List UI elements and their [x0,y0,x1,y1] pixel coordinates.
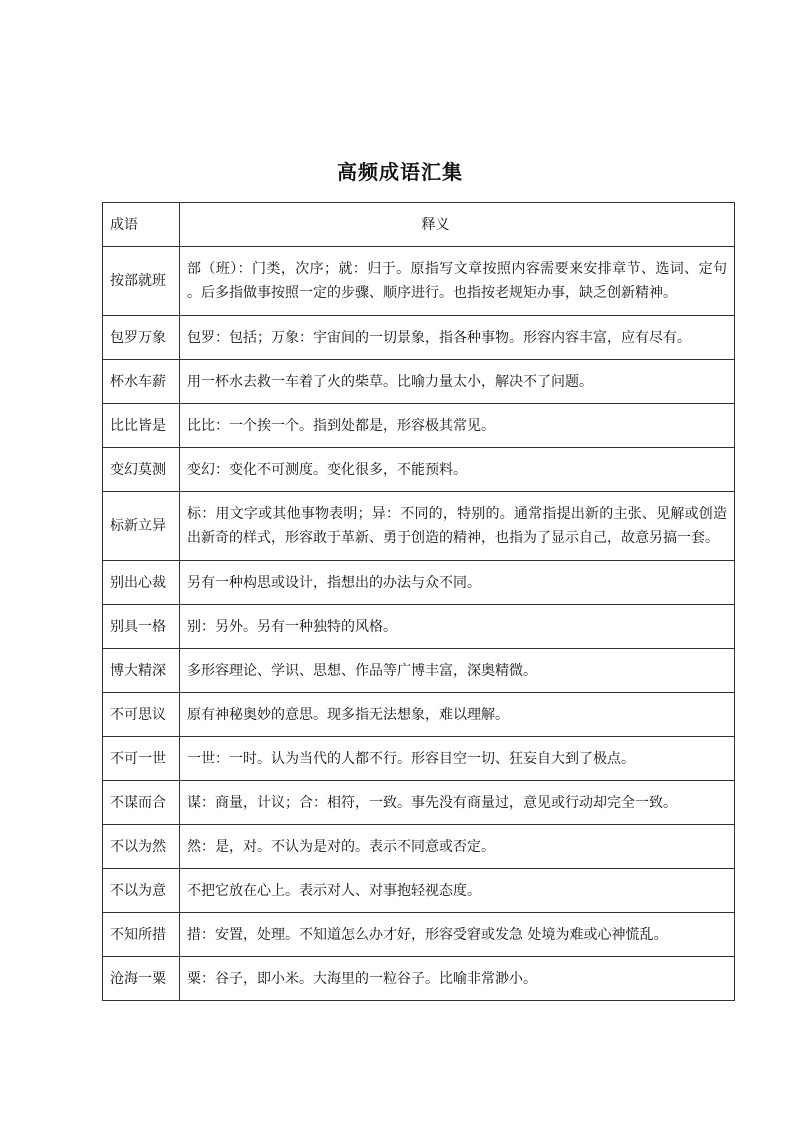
idiom-definition: 包罗：包括；万象：宇宙间的一切景象，指各种事物。形容内容丰富，应有尽有。 [180,316,735,360]
column-header-term: 成语 [103,203,180,247]
idiom-term: 不以为然 [103,825,180,869]
table-row [103,448,735,492]
idiom-definition: 原有神秘奥妙的意思。现多指无法想象，难以理解。 [180,693,735,737]
idiom-definition: 多形容理论、学识、思想、作品等广博丰富，深奥精微。 [180,649,735,693]
table-row [103,957,735,1001]
table-row [103,316,735,360]
idiom-definition: 标：用文字或其他事物表明；异：不同的，特别的。通常指提出新的主张、见解或创造出新奇的样式，形容敢于革新、勇于创造的精神，也指为了显示自己，故意另搞一套。 [180,492,735,561]
table-row [103,360,735,404]
table-header-row [103,203,735,247]
idiom-term: 比比皆是 [103,404,180,448]
idiom-term: 按部就班 [103,247,180,316]
idiom-term: 不知所措 [103,913,180,957]
table-row [103,693,735,737]
idiom-term: 不可一世 [103,737,180,781]
idiom-definition: 粟：谷子，即小米。大海里的一粒谷子。比喻非常渺小。 [180,957,735,1001]
idiom-definition: 然：是，对。不认为是对的。表示不同意或否定。 [180,825,735,869]
idiom-term: 杯水车薪 [103,360,180,404]
idiom-term: 别出心裁 [103,561,180,605]
idiom-term: 沧海一粟 [103,957,180,1001]
page-title: 高频成语汇集 [337,160,463,184]
idiom-term: 别具一格 [103,605,180,649]
table-row [103,913,735,957]
idiom-term: 不可思议 [103,693,180,737]
table-row [103,737,735,781]
idiom-definition: 一世：一时。认为当代的人都不行。形容目空一切、狂妄自大到了极点。 [180,737,735,781]
table-row [103,404,735,448]
idiom-table [102,202,735,1001]
idiom-definition: 比比：一个挨一个。指到处都是，形容极其常见。 [180,404,735,448]
table-row [103,561,735,605]
idiom-definition: 另有一种构思或设计，指想出的办法与众不同。 [180,561,735,605]
table-row [103,649,735,693]
idiom-term: 变幻莫测 [103,448,180,492]
idiom-term: 不谋而合 [103,781,180,825]
idiom-definition: 不把它放在心上。表示对人、对事抱轻视态度。 [180,869,735,913]
table-row [103,492,735,561]
table-row [103,247,735,316]
idiom-term: 博大精深 [103,649,180,693]
table-row [103,869,735,913]
table-row [103,605,735,649]
idiom-definition: 谋：商量，计议；合：相符，一致。事先没有商量过，意见或行动却完全一致。 [180,781,735,825]
idiom-term: 标新立异 [103,492,180,561]
idiom-definition: 部（班）：门类，次序；就：归于。原指写文章按照内容需要来安排章节、选词、定句 。后多指做事按照一定的步骤、顺序进行。也指按老规矩办事，缺乏创新精神。 [180,247,735,316]
column-header-definition: 释义 [180,203,735,247]
idiom-term: 包罗万象 [103,316,180,360]
table-row [103,781,735,825]
idiom-term: 不以为意 [103,869,180,913]
idiom-definition: 变幻：变化不可测度。变化很多，不能预料。 [180,448,735,492]
idiom-definition: 用一杯水去救一车着了火的柴草。比喻力量太小，解决不了问题。 [180,360,735,404]
idiom-definition: 措：安置，处理。不知道怎么办才好，形容受窘或发急 处境为难或心神慌乱。 [180,913,735,957]
idiom-definition: 别：另外。另有一种独特的风格。 [180,605,735,649]
table-row [103,825,735,869]
